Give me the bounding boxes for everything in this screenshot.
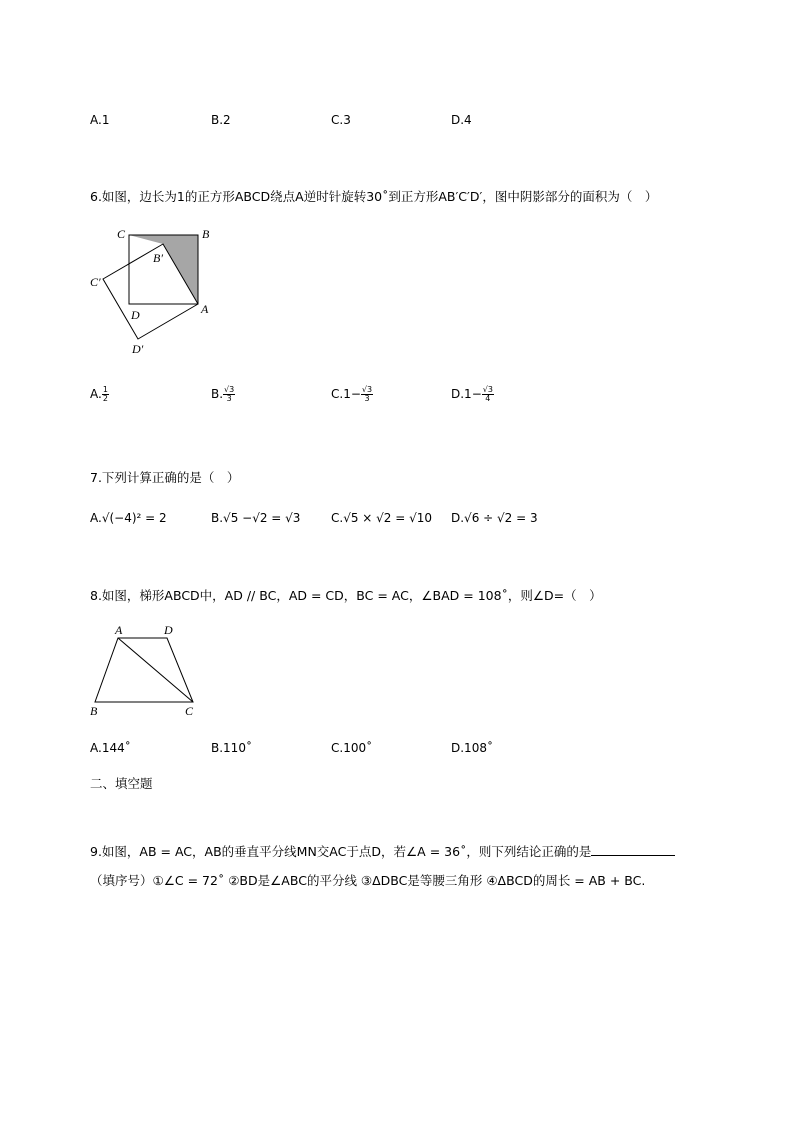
q6-label-d-prime: D′ [132,342,144,356]
q7-option-d: D.√6 ÷ √2 = 3 [451,511,538,525]
q6-figure [85,222,225,362]
q6-option-b-fraction [223,386,235,403]
q9-stem-line2: （填序号）①∠C = 72˚ ②BD是∠ABC的平分线 ③ΔDBC是等腰三角形 ④ΔBCD的周长 = AB + BC. [90,873,646,888]
q8-option-d: D.108˚ [451,741,493,755]
q6-option-c-fraction [361,386,373,403]
q6-label-b: B [202,227,210,241]
q6-label-c-prime: C′ [90,275,101,289]
q5-option-a: A.1 [90,113,110,127]
q8-label-c: C [185,704,194,718]
q6-option-d-denominator: 4 [485,394,491,403]
q5-option-d: D.4 [451,113,472,127]
q8-stem: 8.如图，梯形ABCD中，AD // BC，AD = CD，BC = AC，∠BAD = 108˚，则∠D=（ ） [90,588,602,603]
q6-option-b [211,386,235,403]
q9-stem: 9.如图，AB = AC，AB的垂直平分线MN交AC于点D，若∠A = 36˚，则下列结论正确的是 [90,844,592,859]
q6-option-a-prefix: A. [90,387,102,401]
q5-option-c: C.3 [331,113,351,127]
q6-option-c-prefix: C.1− [331,387,361,401]
q6-option-c [331,386,373,403]
q8-option-b: B.110˚ [211,741,252,755]
q7-option-b: B.√5 −√2 = √3 [211,511,301,525]
q8-option-c: C.100˚ [331,741,373,755]
q7-stem: 7.下列计算正确的是（ ） [90,470,240,485]
q6-option-b-prefix: B. [211,387,224,401]
q6-option-c-denominator: 3 [364,394,370,403]
q8-label-b: B [90,704,98,718]
q6-label-c: C [117,227,126,241]
q8-label-a: A [115,623,123,637]
q7-option-c: C.√5 × √2 = √10 [331,511,433,525]
q6-label-d: D [131,308,140,322]
q6-label-b-prime: B′ [153,251,163,265]
q6-option-d [451,386,494,403]
q6-option-a-fraction [102,386,109,403]
q8-option-a: A.144˚ [90,741,131,755]
q6-option-d-prefix: D.1− [451,387,482,401]
q9-stem-line1 [90,844,675,860]
q6-option-a-denominator: 2 [102,394,108,403]
q6-option-d-numerator: √3 [482,385,493,394]
q5-option-b: B.2 [211,113,231,127]
q6-option-a-numerator: 1 [102,385,108,394]
q7-option-a: A.√(−4)² = 2 [90,511,167,525]
q8-label-d: D [164,623,173,637]
q6-option-b-denominator: 3 [226,394,232,403]
q8-diagonal-ac [118,638,193,702]
q6-option-a [90,386,109,403]
q6-option-b-numerator: √3 [224,385,235,394]
section-title: 二、填空题 [90,776,153,791]
q8-figure [85,620,205,720]
q6-option-d-fraction [482,386,494,403]
q8-trapezoid [95,638,193,702]
q6-option-c-numerator: √3 [361,385,373,394]
q6-stem: 6.如图，边长为1的正方形ABCD绕点A逆时针旋转30˚到正方形AB′C′D′，图中阴影部分的面积为（ ） [90,189,658,204]
q9-answer-blank[interactable] [591,844,675,856]
q6-label-a: A [201,302,209,316]
